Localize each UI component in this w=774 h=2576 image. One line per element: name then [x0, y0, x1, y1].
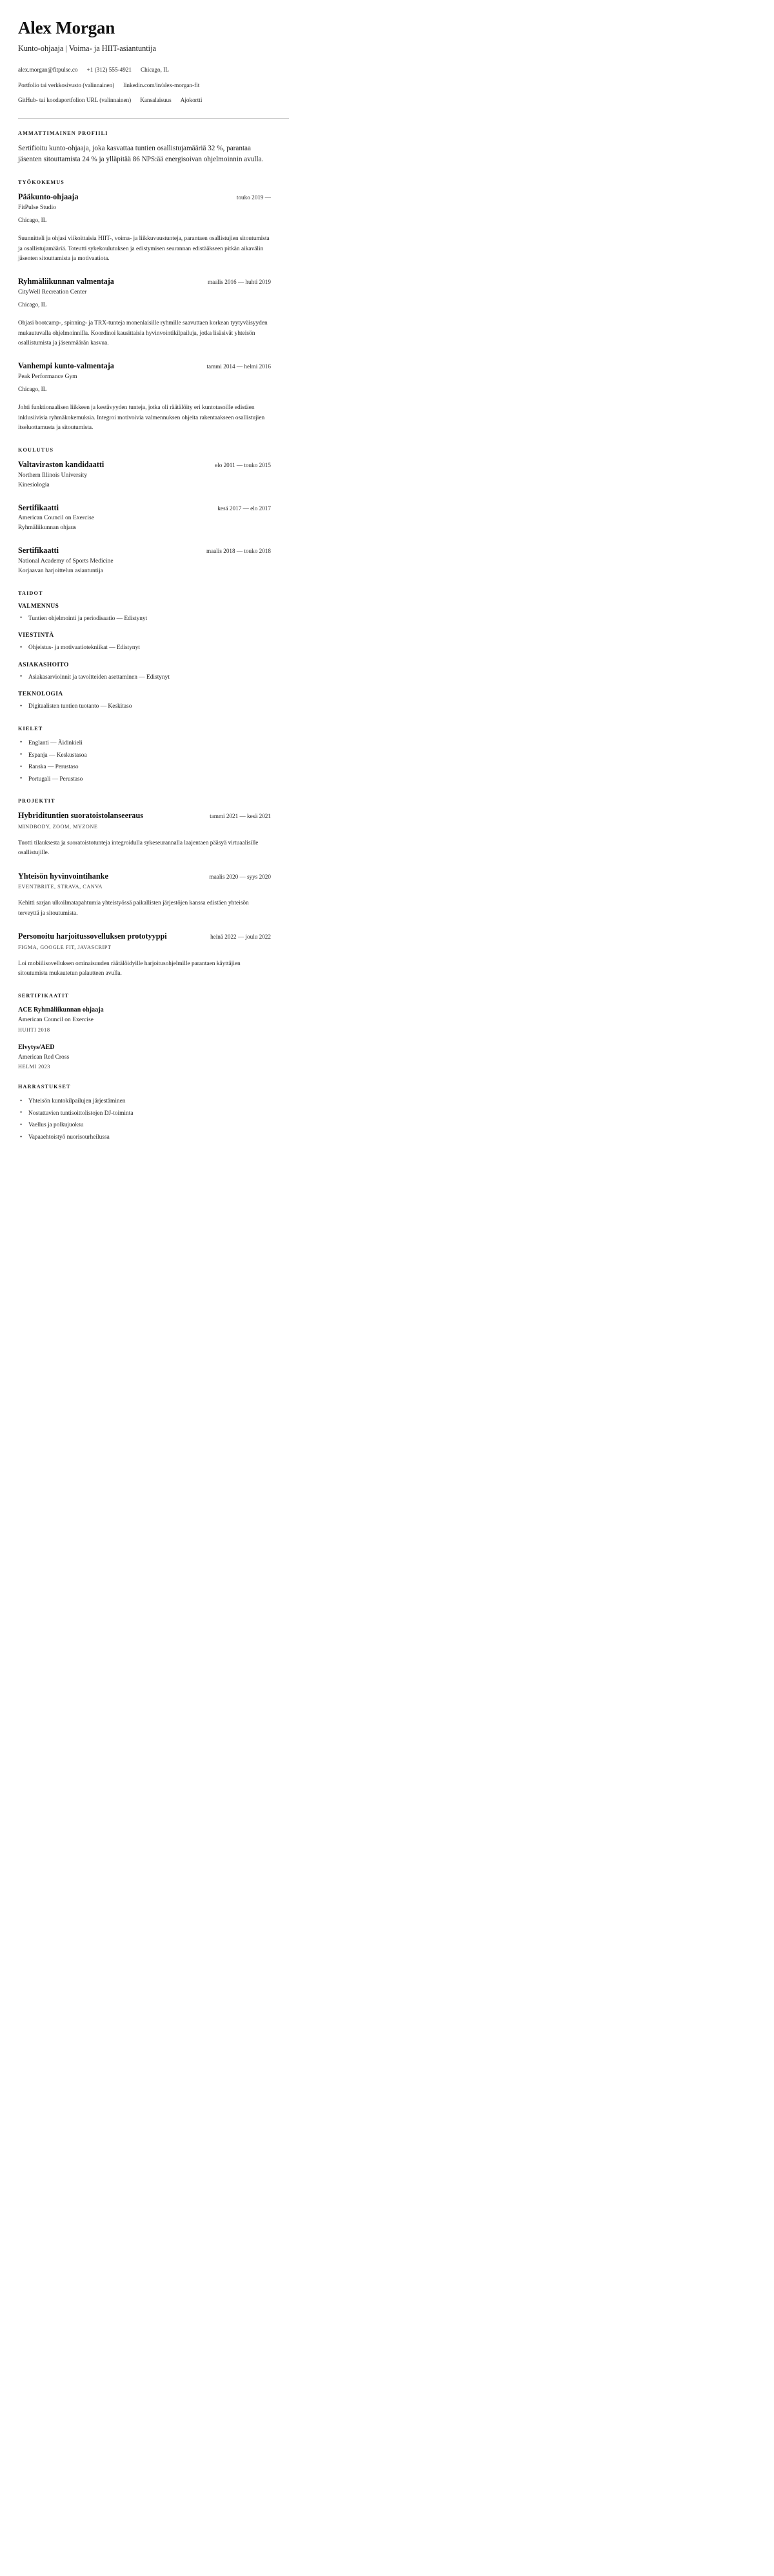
- experience-entry-head: [18, 192, 271, 203]
- project-name: Hybridituntien suoratoistolanseeraus: [18, 811, 144, 821]
- section-title-education: KOULUTUS: [18, 447, 54, 454]
- skill-item: • Ohjeistus- ja motivaatiotekniikat — Edistynyt: [18, 643, 271, 653]
- profile-summary: Sertifioitu kunto-ohjaaja, joka kasvattaa tuntien osallistujamääriä 32 %, parantaa jäsenten sitouttamista 24 % ja ylläpitää 86 NPS:ää energisoivan ohjelmoinnin avulla.: [18, 145, 264, 164]
- experience-entry: [18, 361, 271, 433]
- project-entry: [18, 872, 271, 919]
- hobby-item: • Vaellus ja polkujuoksu: [18, 1121, 271, 1130]
- experience-entry: [18, 277, 271, 348]
- section-certificates: [18, 993, 271, 1070]
- education-dates: kesä 2017 — elo 2017: [217, 504, 271, 512]
- skill-group: [18, 632, 271, 653]
- education-entry: [18, 546, 271, 576]
- candidate-headline: Kunto-ohjaaja | Voima- ja HIIT-asiantuntija: [18, 44, 156, 54]
- education-field: Ryhmäliikunnan ohjaus: [18, 524, 77, 532]
- contact-location: Chicago, IL: [141, 66, 169, 73]
- section-title-hobbies: HARRASTUKSET: [18, 1084, 71, 1090]
- skill-group: [18, 691, 271, 712]
- section-education: [18, 447, 271, 576]
- skill-list: [18, 702, 271, 712]
- section-title-profile: AMMATTIMAINEN PROFIILI: [18, 130, 108, 137]
- project-name: Personoitu harjoitussovelluksen prototyyppi: [18, 931, 167, 941]
- hobby-list: [18, 1097, 271, 1142]
- project-dates: heinä 2022 — joulu 2022: [210, 933, 271, 940]
- experience-dates: touko 2019 —: [236, 194, 271, 201]
- certificate-date: HUHTI 2018: [18, 1026, 50, 1033]
- certificate-date: HELMI 2023: [18, 1064, 50, 1070]
- section-title-skills: TAIDOT: [18, 590, 43, 596]
- education-entry-head: [18, 460, 271, 470]
- section-languages: [18, 726, 271, 784]
- certificate-issuer: American Council on Exercise: [18, 1017, 94, 1024]
- project-stack: EVENTBRITE, STRAVA, CANVA: [18, 884, 103, 890]
- project-name: Yhteisön hyvinvointihanke: [18, 871, 108, 881]
- project-description: Tuotti tilauksesta ja suoratoistotunteja integroidulla sykeseurannalla laajentaen pääsyä virtuaalisille osallistujille.: [18, 840, 259, 857]
- hobby-item: • Nostattavien tuntisoittolistojen DJ-toiminta: [18, 1109, 271, 1119]
- section-hobbies: [18, 1084, 271, 1142]
- project-entry-head: [18, 811, 271, 821]
- language-item: • Ranska — Perustaso: [18, 763, 271, 772]
- skill-group: [18, 603, 271, 624]
- project-stack: FIGMA, GOOGLE FIT, JAVASCRIPT: [18, 944, 112, 950]
- education-entry-head: [18, 503, 271, 514]
- experience-description: Suunnitteli ja ohjasi viikoittaisia HIIT-, voima- ja liikkuvuustunteja, parantaen osallistujien sitoutumista ja osallistujamääriä. Toteutti sykekoulutuksen ja edistymisen seurannan edistääkseen pitkän aikavälin jäsenten sitouttamista ja motivaatiota.: [18, 235, 270, 262]
- skill-group-title: ASIAKASHOITO: [18, 661, 69, 668]
- experience-entry-head: [18, 277, 271, 287]
- experience-company: CityWell Recreation Center: [18, 288, 87, 296]
- project-description: Loi mobiilisovelluksen ominaisuuden räätälöidyille harjoitusohjelmille parantaen käyttäjien sitoutumista mukautetun palautteen avulla.: [18, 960, 241, 977]
- contact-linkedin[interactable]: linkedin.com/in/alex-morgan-fit: [123, 81, 200, 88]
- contact-portfolio[interactable]: Portfolio tai verkkosivusto (valinnainen): [18, 81, 115, 88]
- contact-line-web: [18, 81, 271, 90]
- header-divider: [18, 118, 289, 119]
- project-description: Kehitti sarjan ulkoilmatapahtumia yhteistyössä paikallisten järjestöjen kanssa edistäen yhteisön terveyttä ja sitoutumista.: [18, 900, 249, 917]
- education-degree: Sertifikaatti: [18, 546, 59, 555]
- hobby-item: • Yhteisön kuntokilpailujen järjestäminen: [18, 1097, 271, 1106]
- education-degree: Valtaviraston kandidaatti: [18, 460, 104, 470]
- section-title-languages: KIELET: [18, 725, 43, 732]
- contact-line-extra: [18, 96, 271, 105]
- skill-group-title: TEKNOLOGIA: [18, 691, 63, 698]
- certificate-name: ACE Ryhmäliikunnan ohjaaja: [18, 1006, 104, 1014]
- certificate-issuer: American Red Cross: [18, 1053, 70, 1061]
- language-item: • Portugali — Perustaso: [18, 775, 271, 784]
- experience-location: Chicago, IL: [18, 217, 47, 225]
- experience-dates: tammi 2014 — helmi 2016: [206, 363, 271, 370]
- hobby-item: • Vapaaehtoistyö nuorisourheilussa: [18, 1133, 271, 1143]
- section-profile: [18, 130, 271, 165]
- contact-phone[interactable]: +1 (312) 555-4921: [86, 66, 132, 73]
- education-school: Northern Illinois University: [18, 471, 88, 479]
- certificate-name: Elvytys/AED: [18, 1043, 55, 1051]
- education-entry: [18, 503, 271, 534]
- section-projects: [18, 798, 271, 979]
- experience-entry: [18, 192, 271, 264]
- candidate-name: Alex Morgan: [18, 18, 115, 37]
- skill-item: • Digitaalisten tuntien tuotanto — Keskitaso: [18, 702, 271, 712]
- education-school: American Council on Exercise: [18, 514, 95, 522]
- experience-dates: maalis 2016 — huhti 2019: [208, 279, 271, 286]
- experience-role: Pääkunto-ohjaaja: [18, 192, 79, 202]
- resume-sheet: [0, 0, 271, 1143]
- language-item: • Englanti — Äidinkieli: [18, 739, 271, 748]
- project-entry-head: [18, 932, 271, 942]
- contact-nationality: Kansalaisuus: [140, 97, 172, 104]
- section-experience: [18, 179, 271, 433]
- education-school: National Academy of Sports Medicine: [18, 557, 114, 564]
- experience-entry-head: [18, 361, 271, 372]
- education-dates: maalis 2018 — touko 2018: [206, 548, 271, 555]
- education-entry: [18, 460, 271, 490]
- skill-item: • Asiakasarvioinnit ja tavoitteiden asettaminen — Edistynyt: [18, 673, 271, 683]
- certificate-entry: [18, 1006, 271, 1033]
- project-entry-head: [18, 872, 271, 882]
- experience-company: Peak Performance Gym: [18, 372, 77, 380]
- experience-location: Chicago, IL: [18, 386, 47, 393]
- skill-group-title: VALMENNUS: [18, 603, 59, 610]
- experience-company: FitPulse Studio: [18, 204, 56, 212]
- resume-header: [18, 18, 271, 105]
- section-skills: [18, 590, 271, 712]
- contact-drivers-license: Ajokortti: [180, 97, 203, 104]
- contact-line-primary: [18, 66, 271, 75]
- education-field: Korjaavan harjoittelun asiantuntija: [18, 567, 103, 574]
- skill-group: [18, 662, 271, 683]
- education-field: Kinesiologia: [18, 481, 50, 488]
- section-title-experience: TYÖKOKEMUS: [18, 179, 65, 186]
- education-degree: Sertifikaatti: [18, 503, 59, 512]
- contact-github[interactable]: GitHub- tai koodaportfolion URL (valinnainen): [18, 97, 132, 104]
- contact-email[interactable]: alex.morgan@fitpulse.co: [18, 66, 78, 73]
- experience-role: Ryhmäliikunnan valmentaja: [18, 277, 114, 286]
- skill-list: [18, 673, 271, 683]
- language-item: • Espanja — Keskustasoa: [18, 751, 271, 761]
- experience-description: Johti funktionaalisen liikkeen ja kestävyyden tunteja, jotka oli räätälöity eri kuntotasoille edistäen inklusiivisia ryhmäkokemuksia. Integroi motivoivia valmennuksen ohjeita rakentaakseen osallistujien itseluottamusta ja sitoutumista.: [18, 404, 265, 431]
- education-entry-head: [18, 546, 271, 556]
- skill-item: • Tuntien ohjelmointi ja periodisaatio — Edistynyt: [18, 614, 271, 624]
- certificate-entry: [18, 1043, 271, 1070]
- skill-group-title: VIESTINTÄ: [18, 632, 54, 639]
- skill-list: [18, 643, 271, 653]
- education-dates: elo 2011 — touko 2015: [215, 462, 271, 469]
- project-entry: [18, 811, 271, 858]
- project-stack: MINDBODY, ZOOM, MYZONE: [18, 824, 98, 830]
- section-title-projects: PROJEKTIT: [18, 798, 55, 804]
- project-entry: [18, 932, 271, 979]
- experience-location: Chicago, IL: [18, 301, 47, 308]
- section-title-certificates: SERTIFIKAATIT: [18, 993, 70, 999]
- skill-list: [18, 614, 271, 624]
- project-dates: tammi 2021 — kesä 2021: [210, 813, 271, 820]
- project-dates: maalis 2020 — syys 2020: [209, 873, 271, 880]
- experience-description: Ohjasi bootcamp-, spinning- ja TRX-tunteja monenlaisille ryhmille saavuttaen korkean tyytyväisyyden mukautuvalla ohjelmoinnilla. Koordinoi kausittaisia hyvinvointikilpailuja, jotka lisäsivät yhteisön osallistumista ja jäsenmäärän kasvua.: [18, 320, 268, 346]
- experience-role: Vanhempi kunto-valmentaja: [18, 361, 114, 371]
- language-list: [18, 739, 271, 784]
